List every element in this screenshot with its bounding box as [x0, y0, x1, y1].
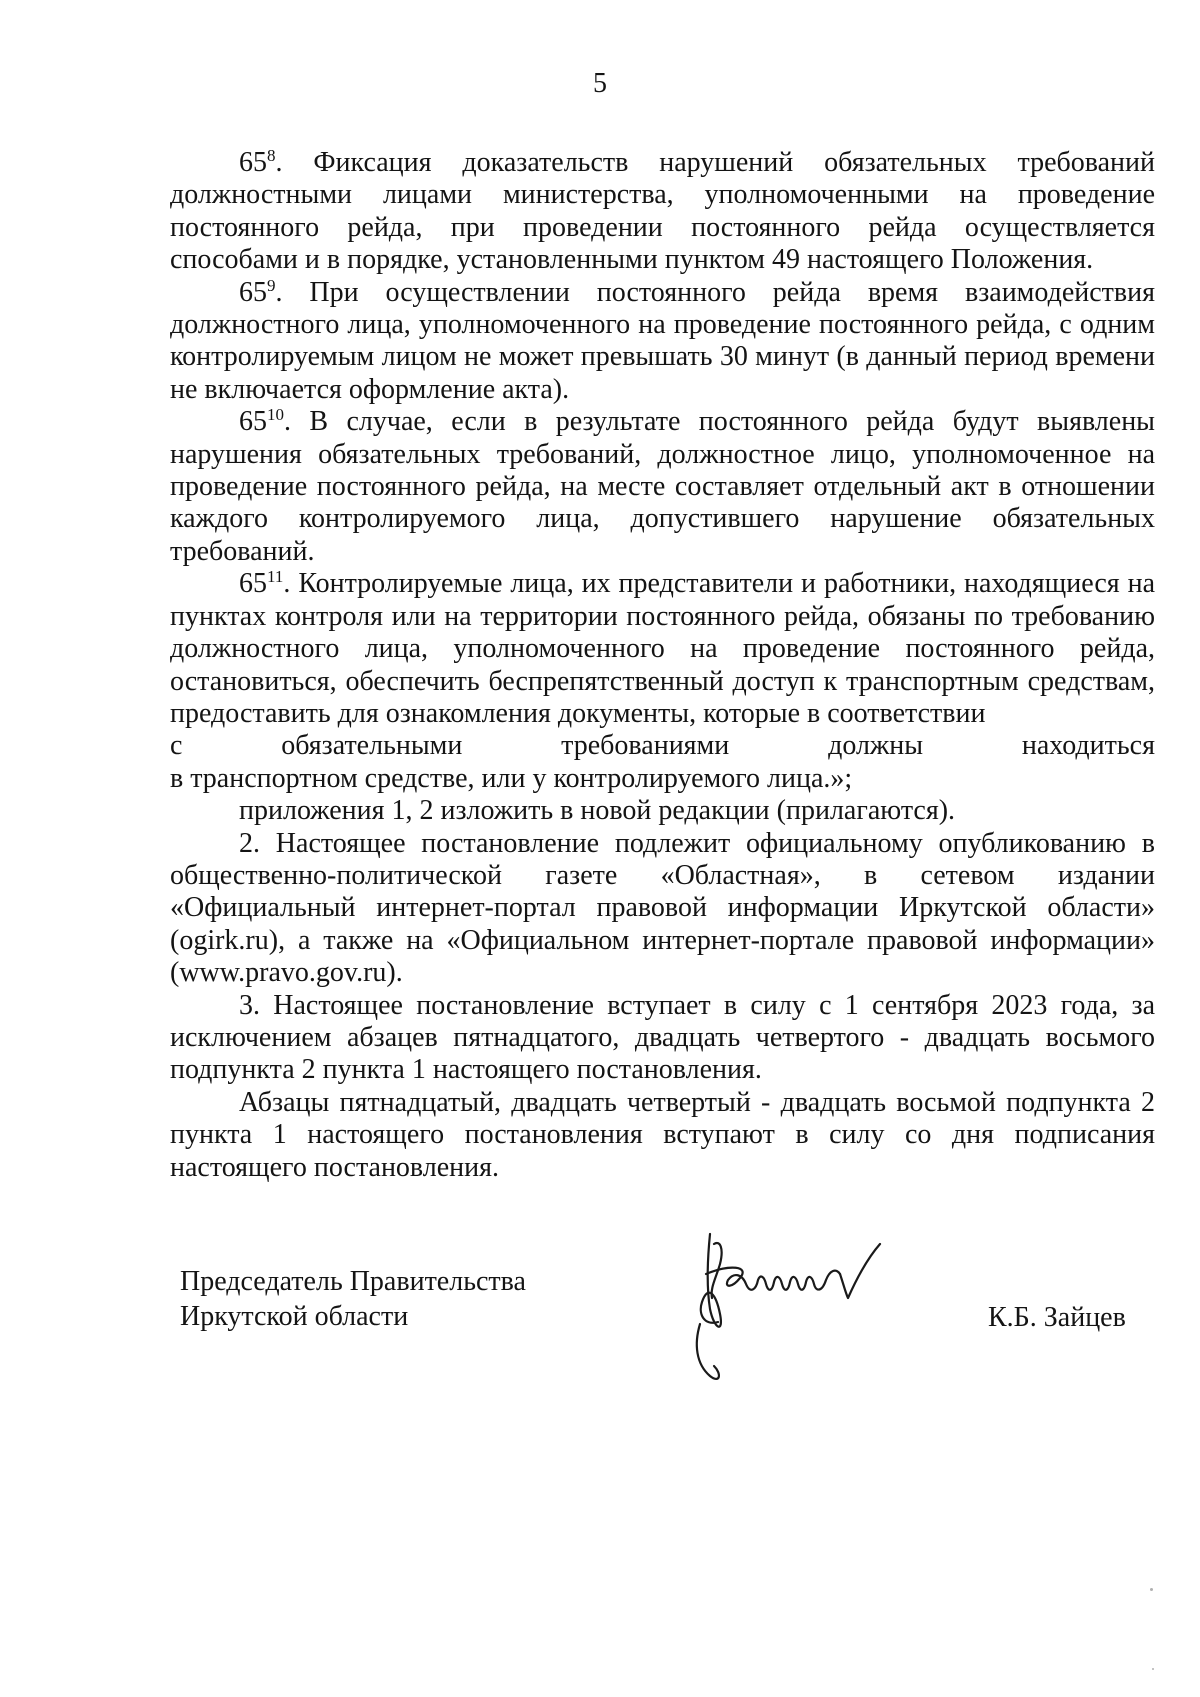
paragraph-65-10	[170, 406, 1155, 568]
paragraph-number: 65	[239, 568, 267, 600]
word: обязательными	[281, 730, 463, 762]
word: с	[170, 730, 183, 762]
paragraph-65-11	[170, 568, 1155, 730]
handwritten-signature	[680, 1214, 940, 1404]
paragraph-65-9	[170, 277, 1155, 407]
signer-title-line-2: Иркутской области	[180, 1301, 409, 1332]
paragraph-text: . При осуществлении постоянного рейда время взаимодействия должностного лица, уполномоченного на проведение постоянного рейда, с одним контролируемым лицом не может превышать 30 минут (в данный период времени не включается оформление акта).	[170, 276, 1155, 405]
scan-artifact	[1152, 1668, 1154, 1670]
paragraph-text: . Фиксация доказательств нарушений обязательных требований должностными лицами министерства, уполномоченными на проведение постоянного рейда, при проведении постоянного рейда осуществляется способами и в порядке, установленными пунктом 49 настоящего Положения.	[170, 147, 1155, 276]
signer-title	[180, 1264, 526, 1334]
signer-title-line-1: Председатель Правительства	[180, 1266, 526, 1297]
paragraph-number: 65	[239, 147, 267, 178]
paragraph-appendices: приложения 1, 2 изложить в новой редакции (прилагаются).	[239, 795, 956, 827]
paragraph-publication: 2. Настоящее постановление подлежит официальному опубликованию в общественно-политической газете «Областная», в сетевом издании «Официальный интернет-портал правовой информации Иркутской области» (ogirk.ru), а также на «Официальном интернет-портале правовой информации» (www.pravo.gov.ru).	[170, 827, 1155, 989]
signature-block	[0, 1264, 1200, 1404]
document-body	[170, 147, 1155, 1184]
word: требованиями	[561, 730, 730, 762]
page-number: 5	[593, 68, 607, 99]
paragraph-superscript: 11	[267, 567, 284, 587]
paragraph-exceptions: Абзацы пятнадцатый, двадцать четвертый - двадцать восьмой подпункта 2 пункта 1 настоящего постановления вступают в силу со дня подписания настоящего постановления.	[170, 1086, 1155, 1183]
word: находиться	[1021, 730, 1155, 762]
paragraph-superscript: 8	[267, 146, 276, 165]
paragraph-superscript: 10	[267, 405, 284, 425]
paragraph-65-11-last-line: в транспортном средстве, или у контролируемого лица.»;	[170, 762, 853, 794]
paragraph-65-8	[170, 147, 1155, 277]
scan-artifact	[1150, 1588, 1153, 1591]
paragraph-65-11-spread-line	[170, 730, 1155, 762]
paragraph-superscript: 9	[267, 275, 276, 295]
paragraph-number: 65	[239, 406, 267, 438]
paragraph-text: . В случае, если в результате постоянного рейда будут выявлены нарушения обязательных требований, должностное лицо, уполномоченное на проведение постоянного рейда, на месте составляет отдельный акт в отношении каждого контролируемого лица, допустившего нарушение обязательных требований.	[170, 406, 1155, 567]
paragraph-number: 65	[239, 276, 267, 308]
word: должны	[828, 730, 924, 762]
signer-name: К.Б. Зайцев	[988, 1302, 1126, 1333]
paragraph-effective-date: 3. Настоящее постановление вступает в силу с 1 сентября 2023 года, за исключением абзацев пятнадцатого, двадцать четвертого - двадцать восьмого подпункта 2 пункта 1 настоящего постановления.	[170, 989, 1155, 1086]
paragraph-text: . Контролируемые лица, их представители и работники, находящиеся на пунктах контроля или на территории постоянного рейда, обязаны по требованию должностного лица, уполномоченного на проведение постоянного рейда, остановиться, обеспечить беспрепятственный доступ к транспортным средствам, предоставить для ознакомления документы, которые в соответствии	[170, 568, 1155, 729]
